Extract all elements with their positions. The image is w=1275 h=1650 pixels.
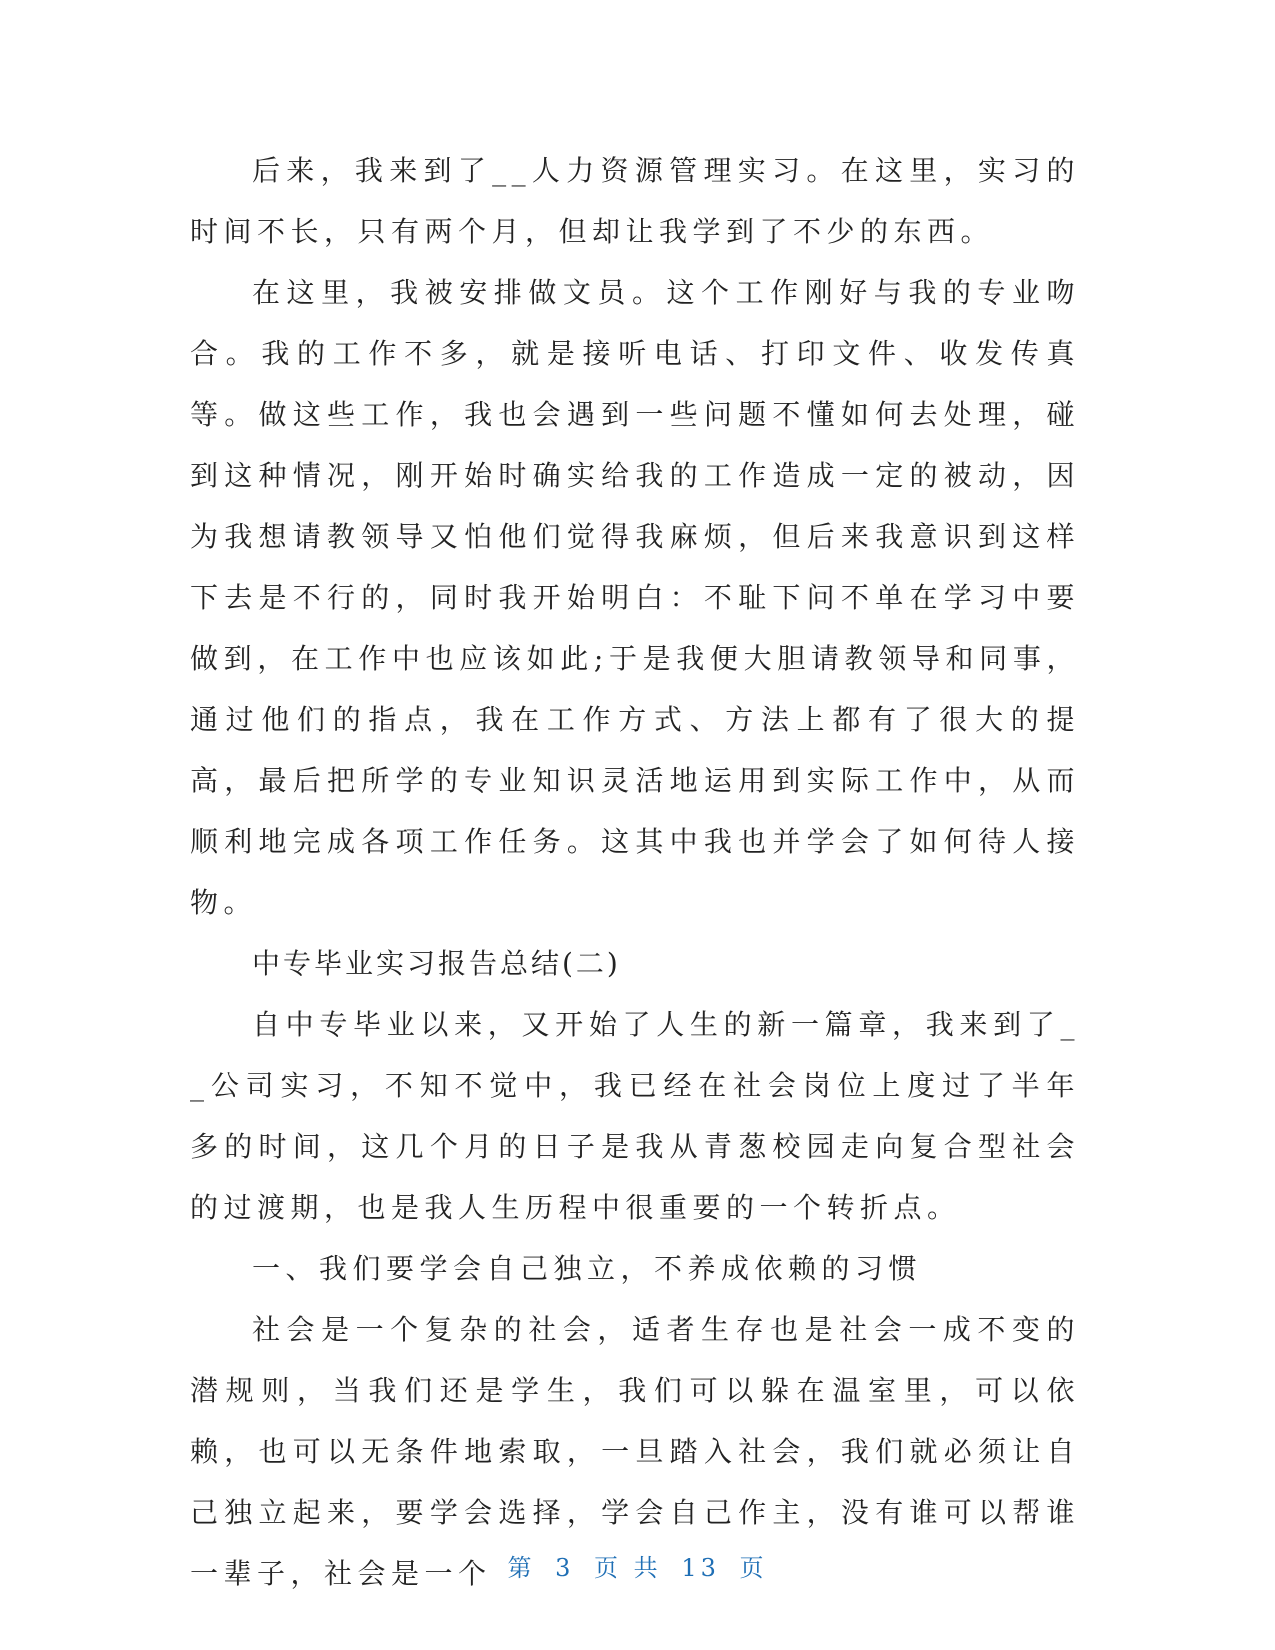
current-page-number: 3 [555, 1554, 575, 1582]
paragraph: 在这里，我被安排做文员。这个工作刚好与我的专业吻合。我的工作不多，就是接听电话、打印文件、收发传真等。做这些工作，我也会遇到一些问题不懂如何去处理，碰到这种情况，刚开始时确实给我的工作造成一定的被动，因为我想请教领导又怕他们觉得我麻烦，但后来我意识到这样下去是不行的，同时我开始明白：不耻下问不单在学习中要做到，在工作中也应该如此;于是我便大胆请教领导和同事，通过他们的指点，我在工作方式、方法上都有了很大的提高，最后把所学的专业知识灵活地运用到实际工作中，从而顺利地完成各项工作任务。这其中我也并学会了如何待人接物。 [190, 276, 1080, 919]
section-subheading: 一、我们要学会自己独立，不养成依赖的习惯 [252, 1252, 923, 1285]
section-title: 中专毕业实习报告总结(二) [252, 947, 621, 980]
page-footer [0, 1548, 1275, 1583]
document-body [190, 140, 1080, 1604]
paragraph: 自中专毕业以来，又开始了人生的新一篇章，我来到了__公司实习，不知不觉中，我已经在社会岗位上度过了半年多的时间，这几个月的日子是我从青葱校园走向复合型社会的过渡期，也是我人生历程中很重要的一个转折点。 [190, 1008, 1080, 1224]
paragraph: 社会是一个复杂的社会，适者生存也是社会一成不变的潜规则，当我们还是学生，我们可以躲在温室里，可以依赖，也可以无条件地索取，一旦踏入社会，我们就必须让自己独立起来，要学会选择，学会自己作主，没有谁可以帮谁一辈子，社会是一个 [190, 1313, 1080, 1590]
footer-prefix: 第 [507, 1554, 536, 1582]
footer-middle: 页 共 [594, 1554, 662, 1582]
paragraph: 后来，我来到了__人力资源管理实习。在这里，实习的时间不长，只有两个月，但却让我学到了不少的东西。 [190, 154, 1080, 248]
total-page-count: 13 [681, 1554, 720, 1582]
footer-suffix: 页 [739, 1554, 768, 1582]
